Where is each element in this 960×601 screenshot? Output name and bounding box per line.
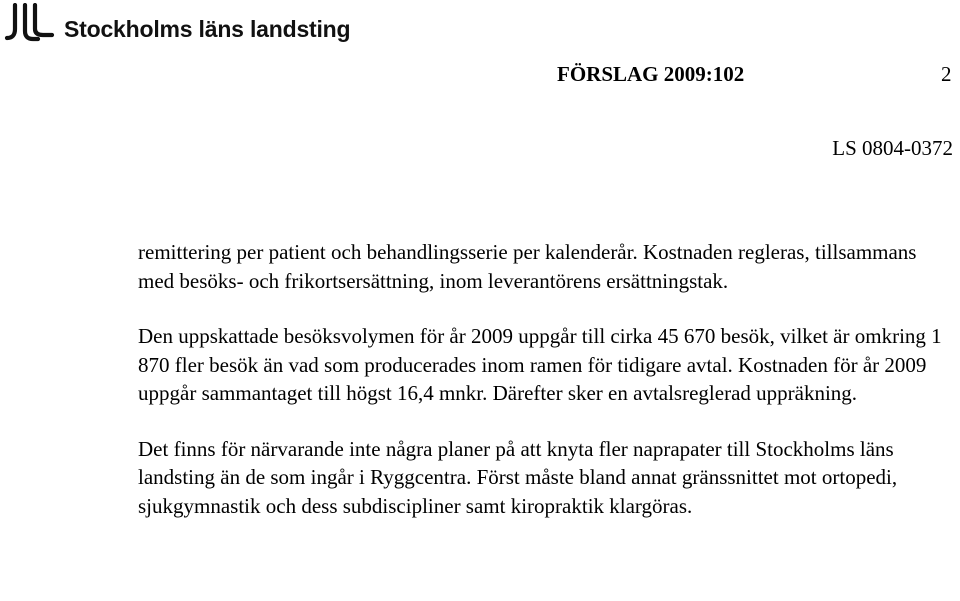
- paragraph: remittering per patient och behandlingsserie per kalenderår. Kostnaden regleras, tillsammans med besöks- och frikortsersättning, inom leverantörens ersättningstak.: [138, 240, 917, 293]
- sll-logo-icon: [4, 3, 56, 43]
- document-reference: FÖRSLAG 2009:102: [557, 62, 745, 86]
- organization-name: Stockholms läns landsting: [64, 15, 351, 42]
- page-number: 2: [941, 62, 952, 86]
- paragraph: Det finns för närvarande inte några planer på att knyta fler naprapater till Stockholms läns landsting än de som ingår i Ryggcentra. Först måste bland annat gränssnittet mot ortopedi, sjukgymnastik och dess subdiscipliner samt kiropraktik klargöras.: [138, 436, 898, 518]
- case-number: LS 0804-0372: [832, 136, 953, 160]
- paragraph: Den uppskattade besöksvolymen för år 2009 uppgår till cirka 45 670 besök, vilket är omkring 1 870 fler besök än vad som producerades inom ramen för tidigare avtal. Kostnaden för år 2009 uppgår sammantaget till högst 16,4 mnkr. Därefter sker en avtalsreglerad uppräkning.: [138, 324, 942, 405]
- organization-logo: [4, 2, 350, 44]
- document-body: [138, 238, 953, 520]
